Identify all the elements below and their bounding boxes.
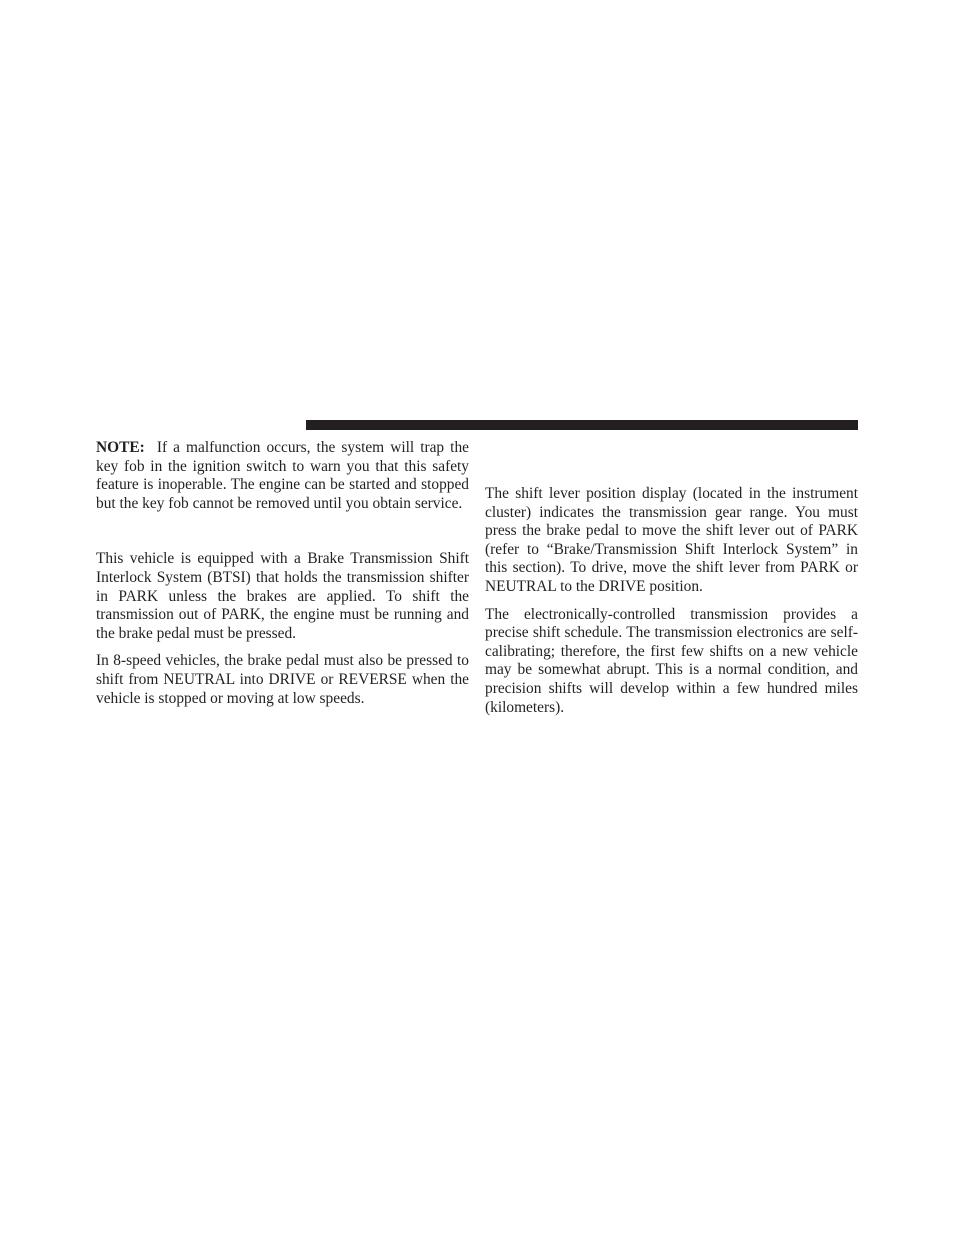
right-column — [485, 485, 858, 717]
shift-display-paragraph: The shift lever position display (located in the instrument cluster) indicates the transmission gear range. You must press the brake pedal to move the shift lever out of PARK (refer to “Brake/Transmission Shift Interlock System” in this section). To drive, move the shift lever from PARK or NEUTRAL to the DRIVE position. — [485, 485, 858, 595]
note-paragraph — [96, 439, 469, 513]
btsi-paragraph: This vehicle is equipped with a Brake Transmission Shift Interlock System (BTSI) that holds the transmission shifter in PARK unless the brakes are applied. To shift the transmission out of PARK, the engine must be running and the brake pedal must be pressed. — [96, 550, 469, 642]
eight-speed-paragraph: In 8-speed vehicles, the brake pedal must also be pressed to shift from NEUTRAL into DRIVE or REVERSE when the vehicle is stopped or moving at low speeds. — [96, 652, 469, 707]
left-column — [96, 439, 469, 708]
header-rule — [306, 420, 858, 430]
electronic-transmission-paragraph: The electronically-controlled transmission provides a precise shift schedule. The transmission electronics are self-calibrating; therefore, the first few shifts on a new vehicle may be somewhat abrupt. This is a normal condition, and precision shifts will develop within a few hundred miles (kilometers). — [485, 605, 858, 716]
note-text: If a malfunction occurs, the system will trap the key fob in the ignition switch to warn you that this safety feature is inoperable. The engine can be started and stopped but the key fob cannot be removed until you obtain service. — [96, 439, 469, 512]
note-label: NOTE: — [96, 439, 145, 456]
